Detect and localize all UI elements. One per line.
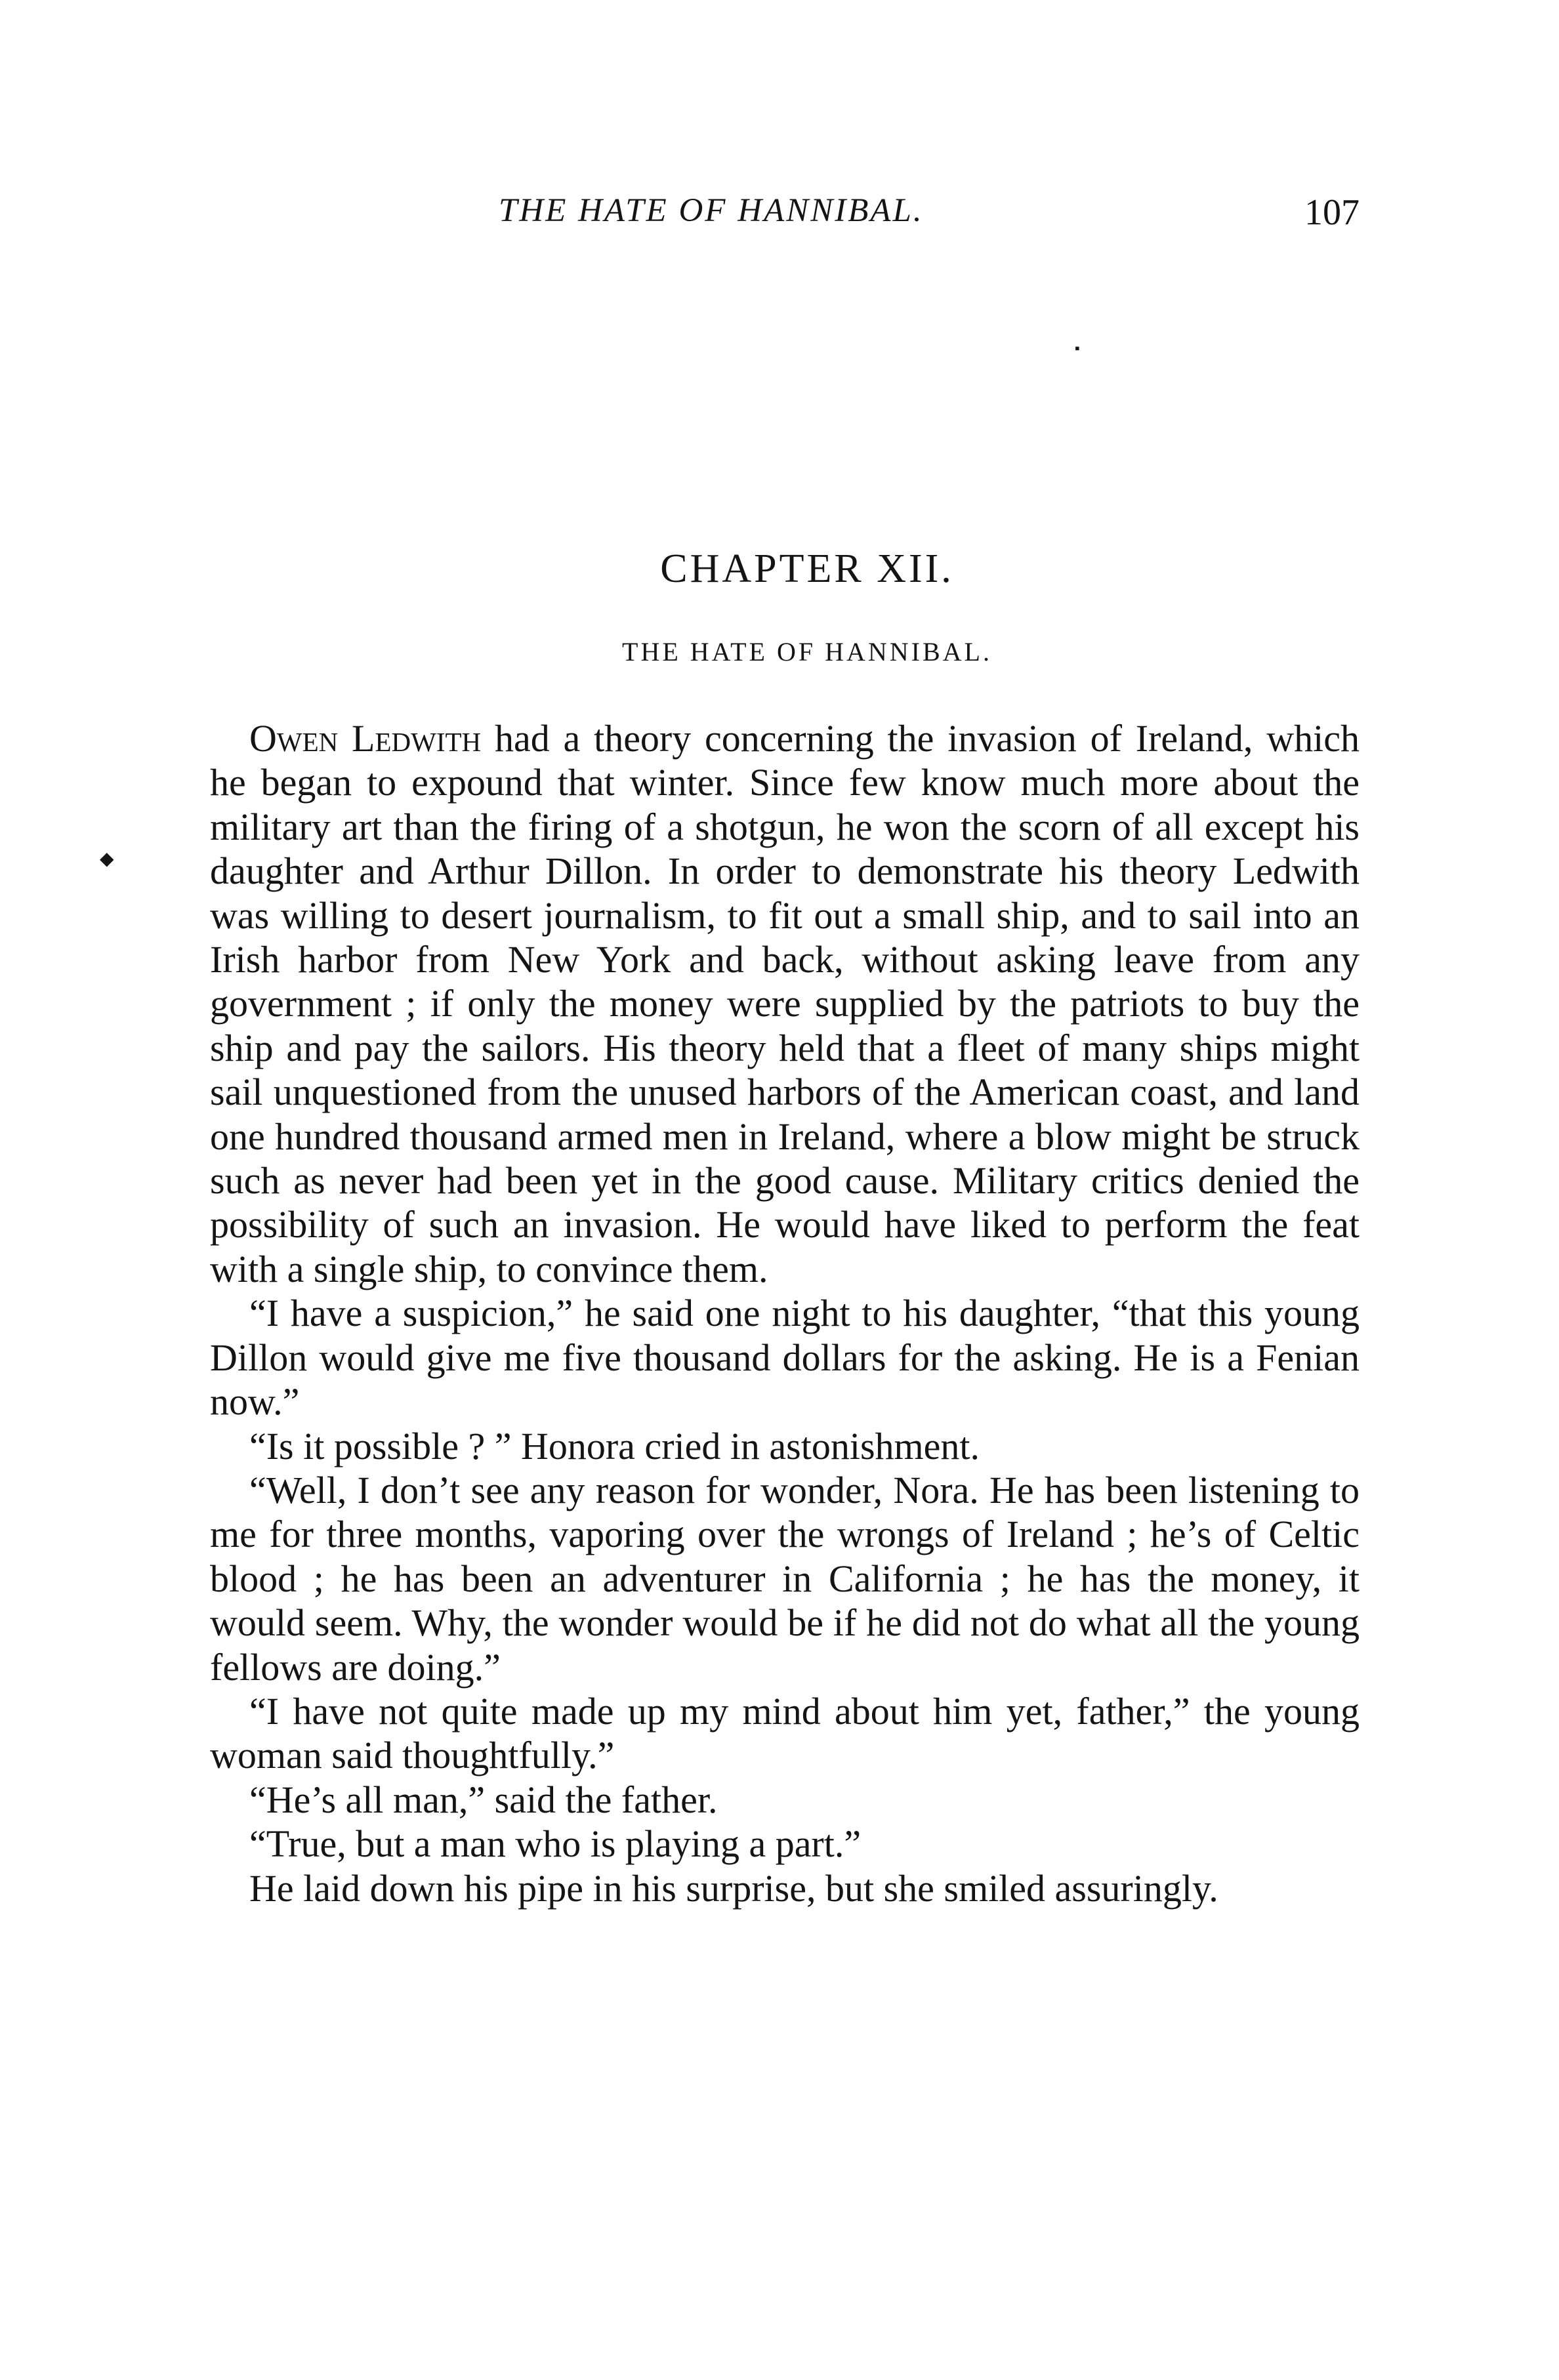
paragraph: He laid down his pipe in his surprise, but she smiled assuringly. (249, 1866, 1218, 1910)
paragraph-text: had a theory concerning the invasion of Ireland, which he began to expound that winter. Since few know much more about the military art than the firing of a shotgun, he won the scorn of all except his daughter and Arthur Dillon. In order to demonstrate his theory Ledwith was willing to desert journalism, to fit out a small ship, and to sail into an Irish harbor from New York and back, without asking leave from any government ; if only the money were supplied by the patriots to buy the ship and pay the sailors. His theory held that a fleet of many ships might sail unquestioned from the unused harbors of the American coast, and land one hundred thousand armed men in Ireland, where a blow might be struck such as never had been yet in the good cause. Military critics denied the possibility of such an invasion. He would have liked to perform the feat with a single ship, to convince them. (210, 717, 1360, 1290)
paragraph: “I have a suspicion,” he said one night to his daughter, “that this young Dillon would give me five thousand dollars for the asking. He is a Fenian now.” (210, 1292, 1360, 1424)
paragraph: “He’s all man,” said the father. (249, 1778, 718, 1821)
running-title: THE HATE OF HANNIBAL. (499, 192, 924, 229)
page-number: 107 (1304, 192, 1360, 233)
paragraph: “Well, I don’t see any reason for wonder, Nora. He has been listening to me for three months, vaporing over the wrongs of Ireland ; he’s of Celtic blood ; he has been an adventurer in California ; he has the money, it would seem. Why, the wonder would be if he did not do what all the young fellows are doing.” (210, 1468, 1360, 1689)
margin-mark: ◆ (100, 849, 114, 869)
paragraph: “True, but a man who is playing a part.” (249, 1822, 862, 1866)
paragraph-lead: Owen Ledwith (249, 717, 482, 760)
running-header (210, 192, 1360, 244)
paragraph (210, 716, 1360, 1291)
paragraph: “I have not quite made up my mind about him yet, father,” the young woman said thoughtfully.” (210, 1689, 1360, 1777)
chapter-heading: CHAPTER XII. (660, 546, 954, 591)
paragraph: “Is it possible ? ” Honora cried in astonishment. (249, 1424, 980, 1467)
chapter-subtitle: THE HATE OF HANNIBAL. (622, 637, 992, 667)
print-speck: ▪ (1075, 340, 1080, 356)
body-text (210, 716, 1360, 1910)
